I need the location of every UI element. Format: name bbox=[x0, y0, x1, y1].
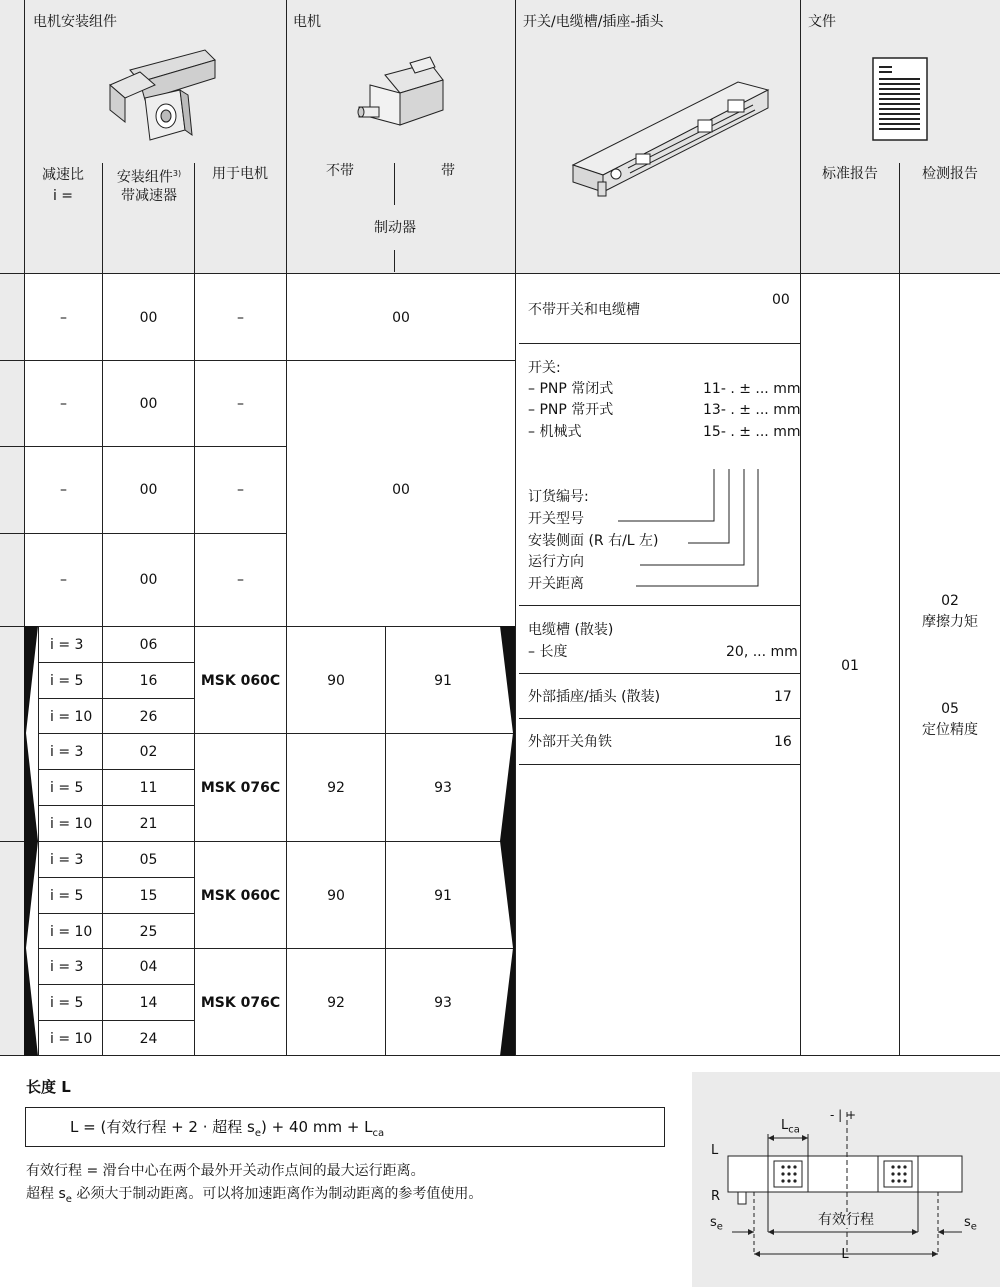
switch-row-line bbox=[519, 343, 800, 344]
motor-model-cell: MSK 060C bbox=[200, 673, 281, 689]
side-left-label: L bbox=[711, 1143, 719, 1158]
length-L-label: L bbox=[841, 1247, 849, 1262]
ratio-cell: i = 3 bbox=[50, 959, 84, 975]
ratio-cell: i = 3 bbox=[50, 744, 84, 760]
kit-cell: 00 bbox=[139, 572, 158, 588]
without-brake-label: 不带 bbox=[326, 163, 354, 179]
kit-cell: 02 bbox=[139, 744, 158, 760]
ratio-label-i: i = bbox=[52, 188, 74, 204]
ratio-cell: i = 10 bbox=[50, 1031, 93, 1047]
header-divider bbox=[899, 163, 900, 273]
order-code-leader-lines bbox=[600, 465, 765, 587]
switch-row-line bbox=[519, 764, 800, 765]
order-item: 安装侧面 (R 右/L 左) bbox=[528, 533, 659, 549]
kit-cell: 05 bbox=[139, 852, 158, 868]
motor-code-cell: 00 bbox=[392, 310, 410, 326]
code-with-brake: 93 bbox=[434, 780, 452, 796]
row-line bbox=[38, 698, 194, 699]
kit-cell: 24 bbox=[139, 1031, 158, 1047]
length-formula: L = (有效行程 + 2 · 超程 $s_e) + 40$ mm + $L_{ca}$ bbox=[70, 1118, 385, 1139]
code-without-brake: 90 bbox=[327, 673, 345, 689]
motor-model-cell: MSK 076C bbox=[200, 780, 281, 796]
no-switch-code: 00 bbox=[772, 292, 790, 308]
motor-cell: – bbox=[237, 572, 244, 588]
kit-cell: 26 bbox=[139, 709, 158, 725]
switch-item-label: – 机械式 bbox=[528, 424, 582, 440]
motor-cell: – bbox=[237, 482, 244, 498]
brake-label: 制动器 bbox=[374, 220, 416, 236]
order-title: 订货编号: bbox=[528, 489, 589, 505]
motor-code-cell: 00 bbox=[392, 482, 410, 498]
lca-label: $L_{ca}$ bbox=[781, 1118, 800, 1136]
code-without-brake: 90 bbox=[327, 888, 345, 904]
header-divider bbox=[102, 163, 103, 273]
with-brake-label: 带 bbox=[441, 163, 455, 179]
switch-row-line bbox=[519, 605, 800, 606]
header-divider bbox=[194, 163, 195, 273]
row-line bbox=[0, 533, 286, 534]
kit-cell: 14 bbox=[139, 995, 158, 1011]
ratio-cell: – bbox=[60, 310, 67, 326]
length-formula-box bbox=[25, 1107, 665, 1147]
row-line bbox=[38, 948, 515, 949]
motor-illustration bbox=[355, 55, 450, 140]
test-report-label: 检测报告 bbox=[922, 166, 978, 182]
side-right-label: R bbox=[711, 1189, 721, 1204]
ratio-cell: i = 3 bbox=[50, 637, 84, 653]
order-item: 开关距离 bbox=[528, 576, 584, 592]
row-line bbox=[38, 877, 194, 878]
document-icon bbox=[872, 57, 928, 141]
motor-mount-illustration bbox=[100, 40, 230, 150]
row-line bbox=[0, 841, 515, 842]
kit-cell: 11 bbox=[139, 780, 158, 796]
ratio-cell: i = 10 bbox=[50, 709, 93, 725]
row-line bbox=[38, 984, 194, 985]
row-line bbox=[0, 626, 515, 627]
grid-line bbox=[515, 0, 516, 1056]
kit-cell: 00 bbox=[139, 396, 158, 412]
motor-cell: – bbox=[237, 396, 244, 412]
no-switch-label: 不带开关和电缆槽 bbox=[528, 302, 640, 318]
right-brace bbox=[500, 626, 515, 1056]
switch-item-code: 15- . ± ... mm bbox=[703, 424, 801, 440]
cable-code: 20, ... mm bbox=[726, 644, 798, 660]
switch-item-label: – PNP 常闭式 bbox=[528, 381, 614, 397]
code-without-brake: 92 bbox=[327, 995, 345, 1011]
motor-for-label: 用于电机 bbox=[212, 166, 268, 182]
grid-line bbox=[800, 0, 801, 1056]
overtravel-left-label: $s_e$ bbox=[710, 1215, 723, 1233]
direction-label: - | + bbox=[830, 1108, 857, 1122]
ratio-cell: i = 10 bbox=[50, 924, 93, 940]
ratio-cell: i = 5 bbox=[50, 673, 84, 689]
code-without-brake: 92 bbox=[327, 780, 345, 796]
row-line bbox=[38, 769, 194, 770]
cable-length-label: – 长度 bbox=[528, 644, 568, 660]
ratio-cell: – bbox=[60, 572, 67, 588]
socket-label: 外部插座/插头 (散装) bbox=[528, 689, 661, 705]
std-report-code: 01 bbox=[841, 658, 859, 674]
ratio-cell: i = 5 bbox=[50, 888, 84, 904]
length-note: 超程 $s_e$ 必须大于制动距离。可以将加速距离作为制动距离的参考值使用。 bbox=[26, 1186, 483, 1205]
row-line bbox=[0, 360, 515, 361]
ratio-cell: – bbox=[60, 396, 67, 412]
row-line bbox=[38, 1020, 194, 1021]
ratio-cell: i = 10 bbox=[50, 816, 93, 832]
kit-cell: 16 bbox=[139, 673, 158, 689]
test-report-label: 摩擦力矩 bbox=[922, 614, 978, 630]
switch-row-line bbox=[519, 718, 800, 719]
kit-cell: 00 bbox=[139, 310, 158, 326]
row-line bbox=[38, 733, 515, 734]
left-strip bbox=[0, 274, 24, 1056]
motor-model-cell: MSK 076C bbox=[200, 995, 281, 1011]
switch-item-label: – PNP 常开式 bbox=[528, 402, 614, 418]
row-line bbox=[38, 662, 194, 663]
effective-stroke-label: 有效行程 bbox=[800, 1212, 892, 1228]
kit-cell: 21 bbox=[139, 816, 158, 832]
row-line bbox=[0, 446, 286, 447]
code-with-brake: 93 bbox=[434, 995, 452, 1011]
switch-item-code: 11- . ± ... mm bbox=[703, 381, 801, 397]
order-item: 运行方向 bbox=[528, 554, 584, 570]
test-report-code: 02 bbox=[941, 593, 959, 609]
ratio-label: 减速比 bbox=[42, 167, 84, 183]
row-line bbox=[38, 805, 194, 806]
overtravel-right-label: $s_e$ bbox=[964, 1215, 977, 1233]
left-brace bbox=[24, 626, 38, 1056]
brake-divider-bottom bbox=[394, 250, 395, 272]
test-report-code: 05 bbox=[941, 701, 959, 717]
kit-cell: 06 bbox=[139, 637, 158, 653]
switch-title: 开关: bbox=[528, 360, 561, 376]
col-switch-title: 开关/电缆槽/插座-插头 bbox=[523, 14, 664, 30]
std-report-label: 标准报告 bbox=[822, 166, 878, 182]
code-with-brake: 91 bbox=[434, 673, 452, 689]
order-item: 开关型号 bbox=[528, 511, 584, 527]
cable-title: 电缆槽 (散装) bbox=[528, 622, 614, 638]
length-note: 有效行程 = 滑台中心在两个最外开关动作点间的最大运行距离。 bbox=[26, 1163, 425, 1179]
col-motor-kit-title: 电机安装组件 bbox=[33, 14, 117, 30]
switch-rail-illustration bbox=[568, 60, 773, 200]
ratio-cell: i = 5 bbox=[50, 780, 84, 796]
brake-divider-top bbox=[394, 163, 395, 205]
row-line bbox=[38, 913, 194, 914]
kit-label: 安装组件$^{3)}$ bbox=[116, 169, 182, 186]
ratio-cell: i = 3 bbox=[50, 852, 84, 868]
header-bottom-line bbox=[0, 273, 1000, 274]
kit-cell: 00 bbox=[139, 482, 158, 498]
length-title: 长度 L bbox=[26, 1078, 71, 1096]
ratio-cell: i = 5 bbox=[50, 995, 84, 1011]
motor-cell: – bbox=[237, 310, 244, 326]
switch-item-code: 13- . ± ... mm bbox=[703, 402, 801, 418]
motor-model-cell: MSK 060C bbox=[200, 888, 281, 904]
bracket-code: 16 bbox=[774, 734, 792, 750]
kit-cell: 25 bbox=[139, 924, 158, 940]
ratio-cell: – bbox=[60, 482, 67, 498]
socket-code: 17 bbox=[774, 689, 792, 705]
col-docs-title: 文件 bbox=[808, 14, 836, 30]
col-motor-title: 电机 bbox=[293, 14, 321, 30]
kit-cell: 04 bbox=[139, 959, 158, 975]
grid-line bbox=[194, 274, 195, 1056]
bracket-label: 外部开关角铁 bbox=[528, 734, 612, 750]
switch-row-line bbox=[519, 673, 800, 674]
code-with-brake: 91 bbox=[434, 888, 452, 904]
kit-cell: 15 bbox=[139, 888, 158, 904]
test-report-label: 定位精度 bbox=[922, 722, 978, 738]
kit-label-gear: 带减速器 bbox=[121, 188, 177, 204]
grid-line bbox=[899, 274, 900, 1056]
